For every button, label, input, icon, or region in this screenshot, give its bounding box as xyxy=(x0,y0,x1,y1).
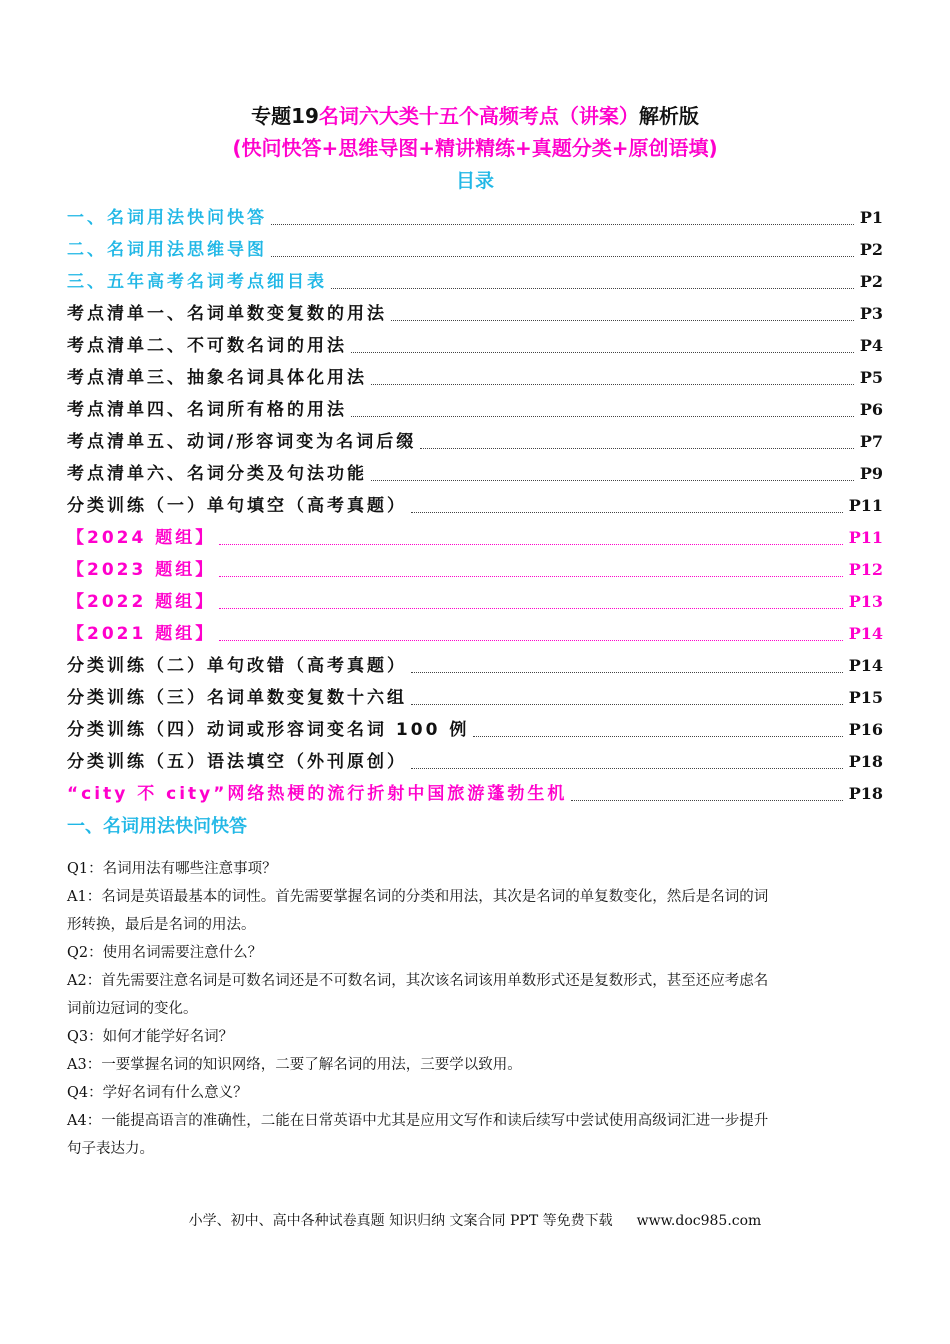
toc-item-label: 【2023 题组】 xyxy=(67,560,216,580)
toc-leader-dots xyxy=(371,480,854,481)
toc-item-page: P16 xyxy=(848,720,883,739)
toc-item-label: 考点清单一、名词单数变复数的用法 xyxy=(67,304,387,324)
toc-leader-dots xyxy=(391,320,854,321)
toc-heading: 目录 xyxy=(455,170,494,192)
qa-line: A2：首先需要注意名词是可数名词还是不可数名词，其次该名词该用单数形式还是复数形式，甚至还应考虑名 xyxy=(67,973,769,989)
toc-item[interactable] xyxy=(67,230,883,262)
qa-line: A3：一要掌握名词的知识网络，二要了解名词的用法，三要学以致用。 xyxy=(67,1057,522,1073)
document-subtitle: (快问快答+思维导图+精讲精练+真题分类+原创语填) xyxy=(232,136,718,160)
toc-item-label: 考点清单六、名词分类及句法功能 xyxy=(67,464,367,484)
qa-line: A4：一能提高语言的准确性，二能在日常英语中尤其是应用文写作和读后续写中尝试使用高级词汇进一步提升 xyxy=(67,1113,769,1129)
toc-leader-dots xyxy=(571,800,842,801)
toc-item[interactable] xyxy=(67,646,883,678)
toc-item[interactable] xyxy=(67,486,883,518)
qa-list xyxy=(67,855,883,1163)
toc-item-label: “city 不 city”网络热梗的流行折射中国旅游蓬勃生机 xyxy=(67,784,568,804)
toc-item-label: 一、名词用法快问快答 xyxy=(67,208,267,228)
toc-leader-dots xyxy=(411,512,843,513)
toc-item-page: P18 xyxy=(848,752,883,771)
toc-item-page: P1 xyxy=(859,208,883,227)
toc-item-label: 分类训练（二）单句改错（高考真题） xyxy=(67,656,407,676)
qa-line: Q1：名词用法有哪些注意事项？ xyxy=(67,861,277,877)
toc-item-label: 分类训练（五）语法填空（外刊原创） xyxy=(67,752,407,772)
toc-item-label: 【2021 题组】 xyxy=(67,624,216,644)
toc-item-page: P14 xyxy=(848,624,883,643)
toc-item-label: 考点清单四、名词所有格的用法 xyxy=(67,400,347,420)
toc-item-page: P11 xyxy=(848,496,883,515)
toc-leader-dots xyxy=(351,416,854,417)
toc-leader-dots xyxy=(371,384,854,385)
table-of-contents xyxy=(67,198,883,806)
toc-item[interactable] xyxy=(67,550,883,582)
toc-item-label: 三、五年高考名词考点细目表 xyxy=(67,272,327,292)
toc-item[interactable] xyxy=(67,582,883,614)
toc-leader-dots xyxy=(271,224,854,225)
toc-leader-dots xyxy=(271,256,854,257)
toc-item-page: P4 xyxy=(859,336,883,355)
toc-item-page: P5 xyxy=(859,368,883,387)
title-suffix: 解析版 xyxy=(638,104,699,128)
toc-item-page: P15 xyxy=(848,688,883,707)
toc-item-label: 分类训练（三）名词单数变复数十六组 xyxy=(67,688,407,708)
toc-item[interactable] xyxy=(67,454,883,486)
qa-line: 形转换，最后是名词的用法。 xyxy=(67,917,256,933)
qa-line: A1：名词是英语最基本的词性。首先需要掌握名词的分类和用法，其次是名词的单复数变化，然后是名词的词 xyxy=(67,889,769,905)
toc-item[interactable] xyxy=(67,742,883,774)
toc-item-page: P2 xyxy=(859,272,883,291)
toc-item-label: 分类训练（四）动词或形容词变名词 100 例 xyxy=(67,720,470,740)
section-heading: 一、名词用法快问快答 xyxy=(67,816,247,837)
toc-item[interactable] xyxy=(67,326,883,358)
toc-leader-dots xyxy=(411,704,843,705)
toc-item-page: P18 xyxy=(848,784,883,803)
toc-item[interactable] xyxy=(67,710,883,742)
toc-leader-dots xyxy=(351,352,854,353)
toc-leader-dots xyxy=(420,448,854,449)
toc-item[interactable] xyxy=(67,678,883,710)
title-main: 名词六大类十五个高频考点（讲案） xyxy=(318,104,639,128)
toc-item-label: 考点清单三、抽象名词具体化用法 xyxy=(67,368,367,388)
toc-item-label: 【2022 题组】 xyxy=(67,592,216,612)
toc-item[interactable] xyxy=(67,262,883,294)
toc-item-page: P3 xyxy=(859,304,883,323)
toc-item[interactable] xyxy=(67,614,883,646)
toc-item-page: P11 xyxy=(848,528,883,547)
toc-item-page: P13 xyxy=(848,592,883,611)
toc-item-label: 【2024 题组】 xyxy=(67,528,216,548)
toc-leader-dots xyxy=(331,288,854,289)
toc-item-page: P9 xyxy=(859,464,883,483)
toc-item-page: P7 xyxy=(859,432,883,451)
toc-item-label: 分类训练（一）单句填空（高考真题） xyxy=(67,496,407,516)
footer-text: 小学、初中、高中各种试卷真题 知识归纳 文案合同 PPT 等免费下载 xyxy=(188,1213,613,1229)
toc-item[interactable] xyxy=(67,358,883,390)
qa-line: Q4：学好名词有什么意义？ xyxy=(67,1085,248,1101)
toc-item-page: P12 xyxy=(848,560,883,579)
qa-line: Q3：如何才能学好名词？ xyxy=(67,1029,234,1045)
toc-item-label: 二、名词用法思维导图 xyxy=(67,240,267,260)
toc-item[interactable] xyxy=(67,774,883,806)
page-footer xyxy=(0,1208,950,1234)
qa-line: 词前边冠词的变化。 xyxy=(67,1001,198,1017)
toc-item-page: P2 xyxy=(859,240,883,259)
toc-leader-dots xyxy=(219,640,842,641)
toc-item[interactable] xyxy=(67,198,883,230)
toc-item-label: 考点清单二、不可数名词的用法 xyxy=(67,336,347,356)
toc-leader-dots xyxy=(219,576,842,577)
toc-item[interactable] xyxy=(67,294,883,326)
toc-leader-dots xyxy=(219,544,842,545)
footer-url-link[interactable]: www.doc985.com xyxy=(636,1213,762,1229)
toc-leader-dots xyxy=(473,736,842,737)
toc-item-page: P14 xyxy=(848,656,883,675)
toc-item[interactable] xyxy=(67,518,883,550)
toc-item[interactable] xyxy=(67,390,883,422)
title-prefix: 专题19 xyxy=(251,104,319,128)
toc-leader-dots xyxy=(411,768,843,769)
toc-leader-dots xyxy=(219,608,842,609)
toc-item[interactable] xyxy=(67,422,883,454)
qa-line: 句子表达力。 xyxy=(67,1141,154,1157)
qa-line: Q2：使用名词需要注意什么？ xyxy=(67,945,263,961)
toc-item-label: 考点清单五、动词/形容词变为名词后缀 xyxy=(67,432,417,452)
toc-leader-dots xyxy=(411,672,843,673)
toc-item-page: P6 xyxy=(859,400,883,419)
document-title xyxy=(0,101,950,131)
